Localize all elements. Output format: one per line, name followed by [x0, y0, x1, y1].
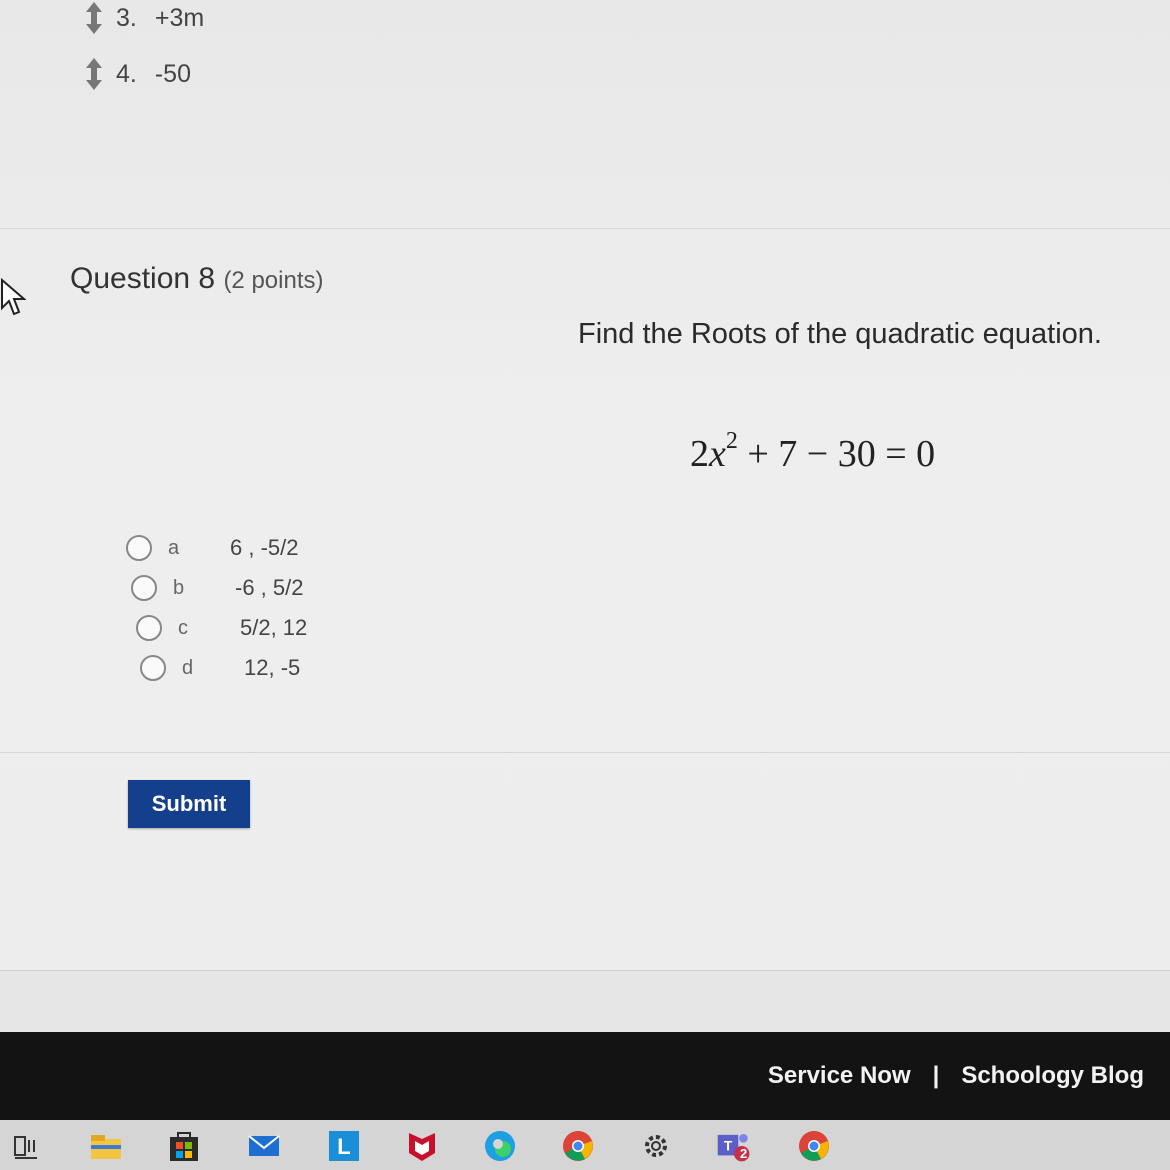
- answer-option-d[interactable]: [140, 648, 307, 688]
- file-explorer-icon[interactable]: [88, 1128, 124, 1164]
- option-text: -6 , 5/2: [235, 575, 304, 600]
- submit-button[interactable]: Submit: [128, 780, 250, 828]
- edge-icon[interactable]: [482, 1128, 518, 1164]
- schoology-blog-link[interactable]: Schoology Blog: [961, 1062, 1144, 1089]
- item-number: 3.: [116, 3, 137, 32]
- radio-button[interactable]: [126, 535, 152, 561]
- question-divider: [0, 228, 1170, 229]
- equation-rest: + 7 − 30 = 0: [737, 433, 936, 475]
- svg-text:L: L: [337, 1134, 351, 1159]
- chrome-icon[interactable]: [560, 1128, 596, 1164]
- item-text: -50: [154, 59, 191, 88]
- question-number: Question 8: [70, 262, 216, 295]
- option-text: 5/2, 12: [240, 615, 308, 640]
- equation-variable: x: [709, 433, 726, 475]
- radio-button[interactable]: [131, 575, 157, 601]
- chrome-icon[interactable]: [796, 1128, 832, 1164]
- option-letter: b: [173, 576, 185, 599]
- quadratic-equation: [690, 428, 936, 476]
- microsoft-store-icon[interactable]: [166, 1128, 202, 1164]
- item-text: +3m: [154, 3, 205, 32]
- answer-option-c[interactable]: [136, 608, 307, 648]
- ordering-item[interactable]: [82, 56, 191, 92]
- question-prompt: Find the Roots of the quadratic equation.: [578, 318, 1102, 350]
- option-text: 6 , -5/2: [230, 535, 299, 560]
- question-title: [70, 262, 323, 296]
- option-text: 12, -5: [244, 655, 301, 680]
- item-number: 4.: [116, 59, 137, 88]
- teams-icon[interactable]: [716, 1128, 752, 1164]
- settings-gear-icon[interactable]: [638, 1128, 674, 1164]
- answer-options: [126, 528, 307, 688]
- footer-separator: |: [932, 1062, 940, 1089]
- option-letter: d: [182, 656, 194, 679]
- drag-handle-icon[interactable]: [82, 0, 106, 36]
- radio-button[interactable]: [140, 655, 166, 681]
- options-divider: [0, 752, 1170, 753]
- mail-icon[interactable]: [246, 1128, 282, 1164]
- question-points: (2 points): [223, 267, 324, 294]
- mcafee-icon[interactable]: [404, 1128, 440, 1164]
- mouse-cursor-icon: [0, 278, 26, 318]
- launcher-l-icon[interactable]: [326, 1128, 362, 1164]
- service-now-link[interactable]: Service Now: [767, 1062, 911, 1089]
- equation-coefficient: 2: [690, 433, 709, 475]
- answer-option-b[interactable]: [131, 568, 307, 608]
- teams-notification-badge: 2: [740, 1146, 748, 1161]
- answer-option-a[interactable]: [126, 528, 307, 568]
- svg-text:T: T: [723, 1138, 733, 1154]
- radio-button[interactable]: [136, 615, 162, 641]
- ordering-item[interactable]: [82, 0, 204, 36]
- equation-exponent: 2: [725, 428, 738, 455]
- option-letter: a: [168, 536, 180, 559]
- task-view-icon[interactable]: [8, 1128, 44, 1164]
- option-letter: c: [178, 616, 188, 639]
- drag-handle-icon[interactable]: [82, 56, 106, 92]
- site-footer: [0, 1032, 1170, 1120]
- footer-spacer: [0, 970, 1170, 1033]
